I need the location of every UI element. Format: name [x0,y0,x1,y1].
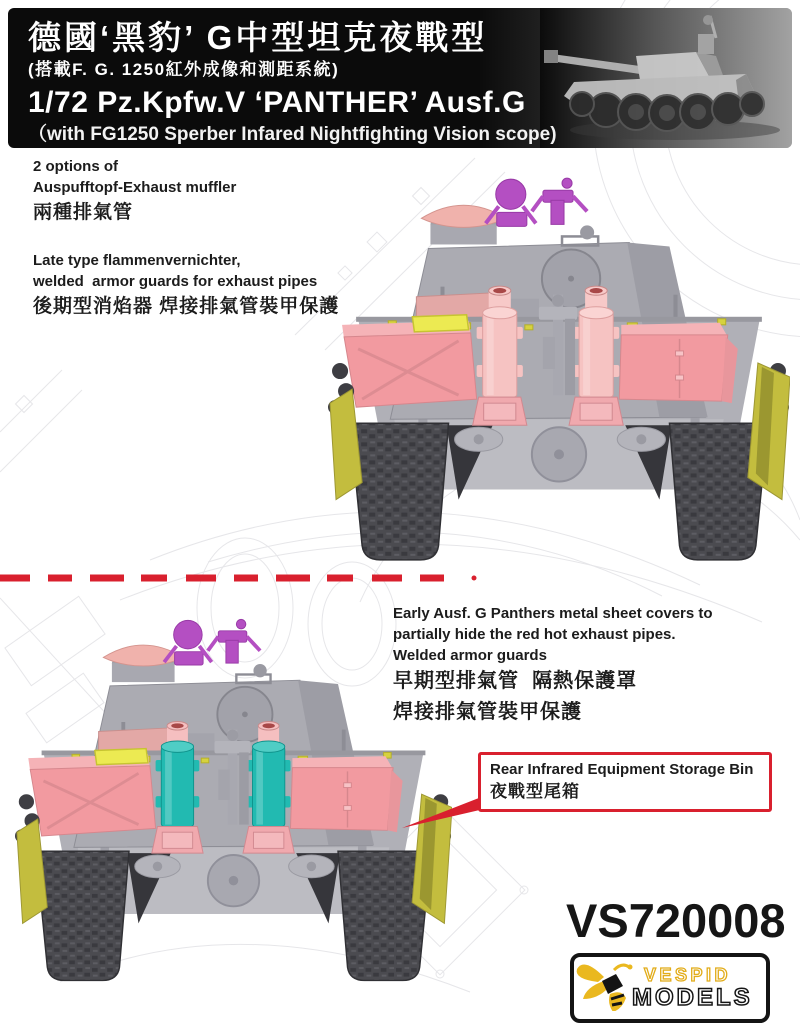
header-titles [28,18,557,148]
brand-name-bottom: MODELS [632,984,753,1011]
note-line: Early Ausf. G Panthers metal sheet covers to [393,605,713,622]
note-line: 2 options of [33,158,118,175]
note-line: partially hide the red hot exhaust pipes. [393,626,676,643]
callout-arrow [400,794,486,832]
note-line: Late type flammenvernichter, [33,252,241,269]
callout-text-zh: 夜戰型尾箱 [490,782,580,801]
red-dashed-divider [0,572,484,584]
tank-render-early-type [15,608,452,988]
note-muffler-options [33,156,339,344]
header-banner [8,8,792,148]
note-line: Auspufftopf-Exhaust muffler [33,179,237,196]
panther-photo [540,8,792,148]
subtitle-en: （with FG1250 Sperber Infared Nightfighting Vision scope) [28,124,557,145]
note-line-zh: 早期型排氣管 隔熱保護罩 [393,670,638,692]
vespid-models-logo [570,953,770,1023]
note-line-zh: 後期型消焰器 焊接排氣管裝甲保護 [33,296,340,317]
logo-art [574,957,758,1011]
note-line-zh: 焊接排氣管裝甲保護 [393,701,582,723]
callout-storage-bin [478,752,772,812]
subtitle-zh: (搭載F. G. 1250紅外成像和測距系統) [28,60,340,79]
wasp-icon [577,965,633,1012]
brand-name-top: VESPID [644,965,732,985]
note-late-type [33,250,339,321]
title-en: 1/72 Pz.Kpfw.V ‘PANTHER’ Ausf.G [28,86,526,119]
title-zh: 德國‘黑豹’ G中型坦克夜戰型 [28,19,488,56]
note-line-zh: 兩種排氣管 [33,202,134,223]
note-early-type [393,603,783,728]
note-line: Welded armor guards [393,647,547,664]
product-code: VS720008 [566,894,786,947]
callout-text-en: Rear Infrared Equipment Storage Bin [490,761,754,778]
note-line: welded armor guards for exhaust pipes [33,273,318,290]
tank-render-late-type [328,166,790,568]
